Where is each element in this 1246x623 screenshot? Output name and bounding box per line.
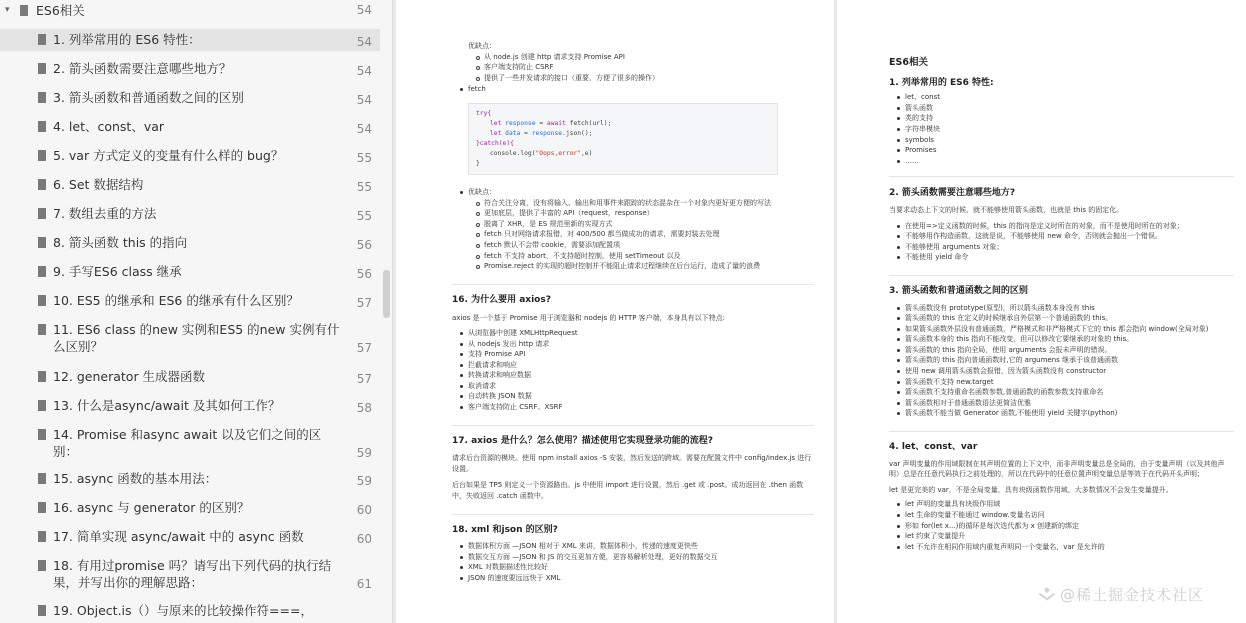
sidebar-item-page: 60 [356, 503, 372, 517]
code-token: = [524, 129, 528, 137]
heading-q1: 1. 列举常用的 ES6 特性: [889, 77, 994, 88]
list-item: Promises [889, 145, 1234, 156]
collapse-arrow-icon[interactable]: ▾ [5, 5, 10, 15]
code-token: console.log( [490, 149, 536, 157]
code-line: try{ [476, 109, 492, 117]
sidebar-item[interactable] [0, 366, 380, 388]
code-token: ,e) [581, 149, 593, 157]
list-item: 如果箭头函数外层没有普通函数，严格模式和非严格模式下它的 this 都会指向 window(全局对象) [889, 324, 1234, 335]
page-content [452, 41, 814, 584]
sidebar-item[interactable] [0, 174, 380, 196]
sidebar-item[interactable] [0, 58, 380, 80]
sidebar-item-label: 8. 箭头函数 this 的指向 [53, 235, 188, 250]
list-item: 自动转换 JSON 数据 [452, 391, 814, 402]
list-item: 在使用=>定义函数的时候，this 的指向是定义时所在的对象，而不是使用时所在的对象； [889, 221, 1234, 232]
bookmark-icon [38, 400, 46, 411]
list-item: fetch 不支持 abort，不支持超时控制，使用 setTimeout 以及 [468, 251, 814, 262]
sidebar-item[interactable] [0, 203, 380, 225]
list-item: 数据体积方面 —JSON 相对于 XML 来讲，数据体积小，传递的速度更快些 [452, 541, 814, 552]
sidebar-item[interactable] [0, 290, 380, 312]
sidebar-item-label: 6. Set 数据结构 [53, 177, 144, 192]
sidebar-item[interactable] [0, 319, 380, 357]
bookmark-icon [38, 150, 46, 161]
heading-q17: 17. axios 是什么？怎么使用？描述使用它实现登录功能的流程? [452, 435, 713, 446]
list-item: 客户端支持防止 CSRF [468, 62, 814, 73]
list-item: 箭头函数不支持重命名函数参数,普通函数的函数参数支持重命名 [889, 387, 1234, 398]
sidebar-item[interactable] [0, 261, 380, 283]
paragraph: var 声明变量的作用域限制在其声明位置的上下文中，而非声明变量总是全局的，由于变量声明（以及其他声明）总是在任意代码执行之前处理的，所以在代码中的任意位置声明变量总是等效于在代码开头声明； [889, 459, 1225, 479]
list-item: 脱离了 XHR，是 ES 规范里新的实现方式 [468, 219, 814, 230]
code-token: .json(); [562, 129, 593, 137]
heading-q18: 18. xml 和json 的区别? [452, 524, 558, 535]
sidebar-item[interactable] [0, 497, 380, 519]
sidebar-item-page: 57 [356, 372, 372, 386]
bookmark-icon [38, 92, 46, 103]
list-item: fetch 只对网络请求报错，对 400/500 都当做成功的请求，需要封装去处理 [468, 229, 814, 240]
list-item: 转换请求和响应数据 [452, 370, 814, 381]
bookmark-root[interactable] [0, 2, 380, 19]
sidebar-item-label: 4. let、const、var [53, 119, 165, 134]
bookmark-icon [38, 429, 46, 440]
list-item: 符合关注分离，没有将输入、输出和用事件来跟踪的状态混杂在一个对象内更好更方便的写法 [468, 198, 814, 209]
list-item: let、const [889, 92, 1234, 103]
sidebar-item-label: 17. 简单实现 async/await 中的 async 函数 [53, 529, 304, 544]
list-item: 提供了一些并发请求的接口（重要，方便了很多的操作） [468, 73, 814, 84]
bookmark-icon [38, 179, 46, 190]
sidebar-item-page: 54 [356, 122, 372, 136]
axios-features-list [452, 328, 814, 413]
sidebar-item-page: 56 [356, 267, 372, 281]
paragraph: 后台如果是 TP5 则定义一个资源路由。js 中使用 import 进行设置，然后 .get 或 .post。成功返回在 .then 函数中，失败返回 .catch 函数中。 [452, 481, 804, 501]
list-item: fetch [452, 84, 814, 95]
list-item: 形如 for(let x...)的循环是每次迭代都为 x 创建新的绑定 [889, 521, 1234, 532]
list-item: 箭头函数 [889, 103, 1234, 114]
sidebar-item-label: 5. var 方式定义的变量有什么样的 bug？ [53, 148, 284, 163]
list-item: 从 node.js 创建 http 请求支持 Promise API [468, 52, 814, 63]
sidebar-item[interactable] [0, 555, 380, 593]
bookmark-icon [38, 531, 46, 542]
code-line: }catch(e){ [476, 139, 514, 147]
list-item: let 约束了变量提升 [889, 531, 1234, 542]
code-line: } [476, 159, 480, 167]
watermark: @稀土掘金技术社区 [1060, 586, 1205, 604]
list-item: 不能够用作构造函数，这就是说，不能够使用 new 命令，否则就会抛出一个错误。 [889, 231, 1234, 242]
list-item: XML 对数据描述性比较好 [452, 562, 814, 573]
sidebar-item-label: 1. 列举常用的 ES6 特性： [53, 32, 201, 47]
sidebar-item[interactable] [0, 395, 380, 417]
sidebar-item-label: 9. 手写ES6 class 继承 [53, 264, 182, 279]
code-token: = [539, 119, 544, 127]
bookmark-icon [38, 266, 46, 277]
arrow-notes-list [889, 221, 1234, 263]
bookmark-icon [38, 295, 46, 306]
sidebar-item-page: 58 [356, 401, 372, 415]
section-title: ES6相关 [889, 57, 928, 68]
sidebar-item-page: 54 [356, 64, 372, 78]
advantages-title: 优缺点： [468, 42, 496, 50]
list-item: fetch 默认不会带 cookie，需要添加配置项 [468, 240, 814, 251]
paragraph: 请求后台资源的模块。使用 npm install axios -S 安装，然后发送的跨域。需要在配置文件中 config/index.js 进行设置。 [452, 454, 812, 473]
list-item: 优缺点： [452, 187, 814, 198]
sidebar-item-page: 55 [356, 180, 372, 194]
sidebar-item-label: 12. generator 生成器函数 [53, 369, 206, 384]
bookmark-icon [20, 5, 28, 16]
sidebar-item-label: 19. Object.is（）与原来的比较操作符===， [53, 603, 313, 618]
list-item: 不能使用 yield 命令 [889, 252, 1234, 263]
arrow-diff-list [889, 303, 1234, 420]
list-item: 箭头函数相对于普通函数语法更简洁优雅 [889, 398, 1234, 409]
sidebar-item-label: 15. async 函数的基本用法： [53, 471, 218, 486]
list-item: 箭头函数本身的 this 指向不能改变，但可以修改它要继承的对象的 this。 [889, 334, 1234, 345]
list-item: 更加底层，提供了丰富的 API（request，response） [468, 208, 814, 219]
list-item: 箭头函数的 this 指向全局，使用 arguments 会报未声明的错误。 [889, 345, 1234, 356]
bookmarks-sidebar [0, 0, 393, 623]
bookmark-icon [38, 237, 46, 248]
list-item: 箭头函数的 this 在定义的时候继承自外层第一个普通函数的 this。 [889, 313, 1234, 324]
sidebar-item-page: 55 [356, 151, 372, 165]
list-item: let 生命的变量不能通过 window.变量名访问 [889, 510, 1234, 521]
list-item: 取消请求 [452, 381, 814, 392]
sidebar-item-label: 13. 什么是async/await 及其如何工作？ [53, 398, 281, 413]
paragraph: 当要求动态上下文的时候，就不能够使用箭头函数，也就是 this 的固定化。 [889, 205, 1124, 214]
bookmark-icon [38, 605, 46, 616]
fetch-pros-cons-list [452, 198, 814, 272]
sidebar-item-label: 14. Promise 和async await 以及它们之间的区别： [53, 427, 322, 459]
sidebar-item-label: 11. ES6 class 的new 实例和ES5 的new 实例有什么区别？ [53, 322, 340, 354]
list-item: let 不允许在相同作用域内重复声明同一个变量名，var 是允许的 [889, 542, 1234, 553]
sidebar-item-label: 3. 箭头函数和普通函数之间的区别 [53, 90, 244, 105]
sidebar-item[interactable] [0, 29, 380, 51]
list-item: 箭头函数不能当做 Generator 函数,不能使用 yield 关键字(python) [889, 408, 1234, 419]
list-item: 从浏览器中创建 XMLHttpRequest [452, 328, 814, 339]
code-token: data [505, 129, 521, 137]
sidebar-scrollbar[interactable] [383, 270, 390, 318]
paragraph: let 是更完美的 var，不是全局变量，具有块级函数作用域，大多数情况不会发生变量提升。 [889, 485, 1173, 494]
bookmark-icon [38, 63, 46, 74]
sidebar-item-label: 16. async 与 generator 的区别？ [53, 500, 250, 515]
bookmark-icon [38, 34, 46, 45]
sidebar-item-label: 2. 箭头函数需要注意哪些地方？ [53, 61, 232, 76]
let-features-list [889, 499, 1234, 552]
code-token: fetch(url); [569, 119, 612, 127]
list-item: let 声明的变量具有块级作用域 [889, 499, 1234, 510]
sidebar-item-label: 10. ES5 的继承和 ES6 的继承有什么区别？ [53, 293, 299, 308]
es6-features-list [889, 92, 1234, 166]
list-item: 类的支持 [889, 113, 1234, 124]
code-token: "Oops,error" [535, 149, 581, 157]
list-item: 从 nodejs 发出 http 请求 [452, 339, 814, 350]
list-item: 不能够使用 arguments 对象； [889, 242, 1234, 253]
sidebar-item-page: 59 [356, 474, 372, 488]
bookmark-icon [38, 121, 46, 132]
sidebar-item[interactable] [0, 145, 380, 167]
bookmark-page-number: 54 [356, 3, 372, 17]
bookmark-icon [38, 560, 46, 571]
sidebar-item[interactable] [0, 600, 380, 622]
list-item: 箭头函数不支持 new.target [889, 377, 1234, 388]
sidebar-item-page: 60 [356, 532, 372, 546]
pdf-page-right [837, 0, 1246, 623]
sidebar-item-page: 55 [356, 209, 372, 223]
heading-q4: 4. let、const、var [889, 442, 978, 453]
bookmark-icon [38, 324, 46, 335]
sidebar-item[interactable] [0, 424, 380, 462]
juejin-logo-icon [1038, 586, 1056, 602]
sidebar-item-label: 7. 数组去重的方法 [53, 206, 157, 221]
sidebar-item-page: 54 [356, 35, 372, 49]
paragraph: axios 是一个基于 Promise 用于浏览器和 nodejs 的 HTTP 客户端，本身具有以下特点: [452, 314, 726, 323]
list-item: 支持 Promise API [452, 349, 814, 360]
code-token: response [531, 129, 563, 137]
heading-q2: 2. 箭头函数需要注意哪些地方? [889, 188, 1016, 199]
sidebar-item-page: 59 [356, 446, 372, 460]
list-item: symbols [889, 135, 1234, 146]
sidebar-item[interactable] [0, 468, 380, 490]
pdf-page-left [396, 0, 834, 623]
sidebar-item-page: 61 [356, 577, 372, 591]
list-item: …… [889, 156, 1234, 167]
list-item: 字符串模块 [889, 124, 1234, 135]
sidebar-item-label: 18. 有用过promise 吗？请写出下列代码的执行结果，并写出你的理解思路： [53, 558, 332, 590]
list-item: 数据交互方面 —JSON 和 JS 的交互更加方便，更容易解析处理，更好的数据交互 [452, 552, 814, 563]
bookmark-root-label: ES6相关 [36, 3, 85, 18]
sidebar-item-page: 56 [356, 238, 372, 252]
bookmark-icon [38, 473, 46, 484]
page-content [889, 58, 1234, 552]
sidebar-item-page: 57 [356, 341, 372, 355]
heading-q16: 16. 为什么要用 axios? [452, 294, 551, 305]
list-item: 箭头函数的 this 指向普通函数时,它的 argumens 继承于该普通函数 [889, 355, 1234, 366]
code-token: response [505, 119, 536, 127]
advantages-list [452, 52, 814, 84]
list-item: JSON 的速度要远远快于 XML [452, 573, 814, 584]
bookmark-icon [38, 371, 46, 382]
code-block [468, 103, 778, 175]
sidebar-item[interactable] [0, 526, 380, 548]
sidebar-item[interactable] [0, 116, 380, 138]
list-item: 箭头函数没有 prototype(原型)，所以箭头函数本身没有 this [889, 303, 1234, 314]
list-item: Promise.reject 的实现的超时控制并不能阻止请求过程继续在后台运行，造成了量的浪费 [468, 261, 814, 272]
sidebar-item-page: 57 [356, 296, 372, 310]
sidebar-item[interactable] [0, 87, 380, 109]
list-item: 拦截请求和响应 [452, 360, 814, 371]
sidebar-item-page: 54 [356, 93, 372, 107]
code-token: let [490, 129, 502, 137]
list-item: 使用 new 调用箭头函数会报错，因为箭头函数没有 constructor [889, 366, 1234, 377]
heading-q3: 3. 箭头函数和普通函数之间的区别 [889, 285, 1028, 296]
code-token: let [490, 119, 502, 127]
bookmark-icon [38, 502, 46, 513]
code-token: await [546, 119, 566, 127]
list-item: 客户端支持防止 CSRF、XSRF [452, 402, 814, 413]
bookmark-icon [38, 208, 46, 219]
xml-json-list [452, 541, 814, 583]
sidebar-item[interactable] [0, 232, 380, 254]
